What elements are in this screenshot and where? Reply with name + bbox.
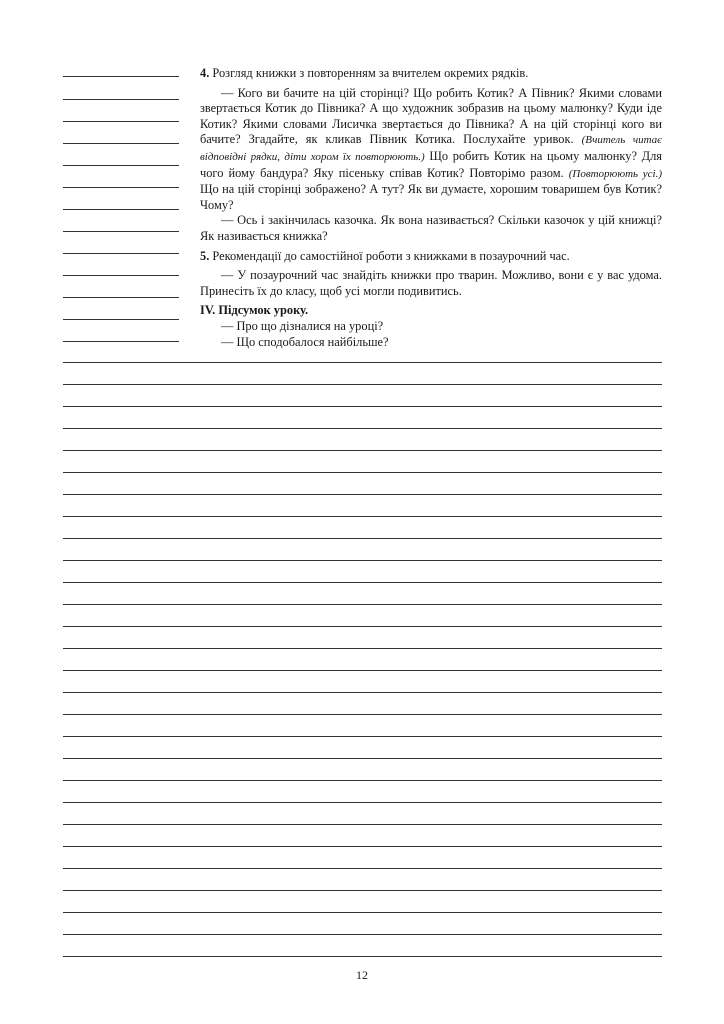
ruled-line: [63, 912, 662, 913]
summary-question-2: — Що сподобалося найбільше?: [221, 334, 389, 349]
ruled-line: [63, 538, 662, 539]
summary-heading: IV. Підсумок уроку.: [200, 303, 309, 318]
ruled-line: [63, 626, 662, 627]
ruled-line: [63, 692, 662, 693]
ruled-line: [63, 802, 662, 803]
ruled-line: [63, 780, 662, 781]
section-4-number: 4.: [200, 66, 210, 80]
ruled-line: [63, 758, 662, 759]
ruled-line: [63, 736, 662, 737]
ruled-line: [63, 560, 662, 561]
ruled-line: [63, 362, 662, 363]
ruled-note-area: [63, 0, 662, 1024]
ruled-line: [63, 846, 662, 847]
ruled-line: [63, 670, 662, 671]
text-run: Що робить Котик на цьому малюнку? Для чого йому бандура? Яку пісеньку співав Котик? Повторімо разом.: [200, 148, 662, 180]
ruled-line: [63, 450, 662, 451]
section-5-paragraph: — У позаурочний час знайдіть книжки про тварин. Можливо, вони є у вас удома. Принесіть їх до класу, щоб усі могли подивитись.: [200, 268, 662, 298]
ruled-line: [63, 516, 662, 517]
ruled-line: [63, 428, 662, 429]
page-number: 12: [356, 968, 368, 982]
teacher-note: (Повторюють усі.): [568, 167, 662, 180]
text-run: Що на цій сторінці зображено? А тут? Як ви думаєте, хорошим товаришем був Котик? Чому?: [200, 182, 662, 212]
section-5-title: Рекомендації до самостійної роботи з книжками в позаурочний час.: [212, 248, 570, 263]
ruled-line: [63, 824, 662, 825]
section-4-title: Розгляд книжки з повторенням за вчителем окремих рядків.: [212, 66, 529, 80]
ruled-line: [63, 714, 662, 715]
ruled-line: [63, 934, 662, 935]
ruled-line: [63, 890, 662, 891]
summary-question-1: — Про що дізналися на уроці?: [221, 318, 384, 333]
section-4-paragraph-2: — Ось і закінчилась казочка. Як вона називається? Скільки казочок у цій книжці? Як називається книжка?: [200, 213, 662, 243]
ruled-line: [63, 956, 662, 957]
ruled-line: [63, 472, 662, 473]
ruled-line: [63, 582, 662, 583]
ruled-line: [63, 384, 662, 385]
text-run: — Кого ви бачите на цій сторінці? Що робить Котик? А Півник? Якими словами звертається Котик до Півника? А що художник зобразив на цьому малюнку? Куди іде Котик? Якими словами Лисичка звертається до Півника? А на цій сторінці кого ви бачите? Згадайте, як кликав Півник Котика. Послухайте уривок.: [200, 85, 662, 147]
ruled-line: [63, 868, 662, 869]
teacher-note: (Вчитель читає відповідні рядки, діти хором їх повторюють.): [200, 134, 662, 163]
ruled-line: [63, 604, 662, 605]
ruled-line: [63, 648, 662, 649]
section-5-number: 5.: [200, 248, 210, 263]
ruled-line: [63, 494, 662, 495]
ruled-line: [63, 406, 662, 407]
